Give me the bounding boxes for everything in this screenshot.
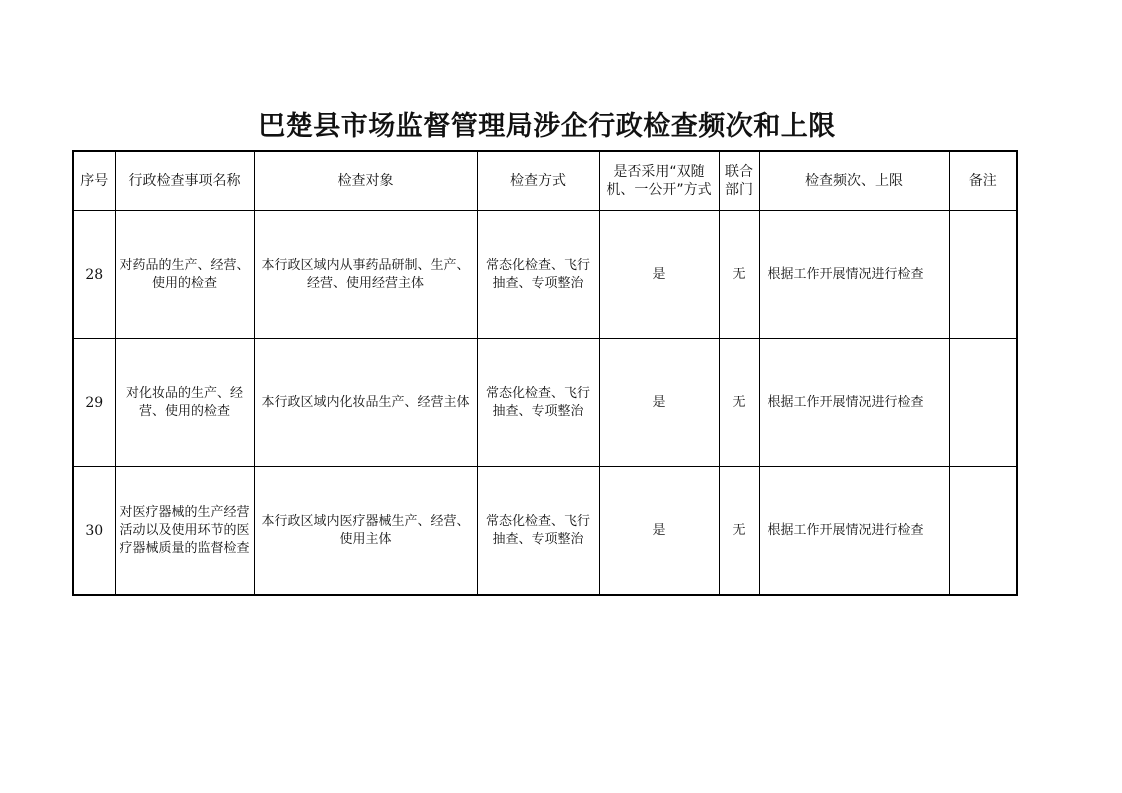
page-title: 巴楚县市场监督管理局涉企行政检查频次和上限 <box>258 111 836 142</box>
cell-remark <box>949 467 1017 596</box>
cell-item-name: 对药品的生产、经营、使用的检查 <box>115 211 254 339</box>
header-remark: 备注 <box>949 151 1017 211</box>
cell-joint: 无 <box>719 467 759 596</box>
cell-frequency: 根据工作开展情况进行检查 <box>759 339 949 467</box>
cell-method: 常态化检查、飞行抽查、专项整治 <box>477 211 599 339</box>
cell-remark <box>949 339 1017 467</box>
cell-random: 是 <box>599 339 719 467</box>
table-header-row <box>73 151 1017 211</box>
header-method: 检查方式 <box>477 151 599 211</box>
cell-remark <box>949 211 1017 339</box>
cell-seq: 28 <box>73 211 115 339</box>
cell-frequency: 根据工作开展情况进行检查 <box>759 467 949 596</box>
header-frequency: 检查频次、上限 <box>759 151 949 211</box>
cell-frequency: 根据工作开展情况进行检查 <box>759 211 949 339</box>
cell-method: 常态化检查、飞行抽查、专项整治 <box>477 339 599 467</box>
cell-joint: 无 <box>719 211 759 339</box>
table-row <box>73 339 1017 467</box>
cell-target: 本行政区域内从事药品研制、生产、经营、使用经营主体 <box>254 211 477 339</box>
header-target: 检查对象 <box>254 151 477 211</box>
cell-method: 常态化检查、飞行抽查、专项整治 <box>477 467 599 596</box>
header-random: 是否采用“双随机、一公开”方式 <box>599 151 719 211</box>
cell-item-name: 对化妆品的生产、经营、使用的检查 <box>115 339 254 467</box>
cell-item-name: 对医疗器械的生产经营活动以及使用环节的医疗器械质量的监督检查 <box>115 467 254 596</box>
cell-joint: 无 <box>719 339 759 467</box>
cell-target: 本行政区域内化妆品生产、经营主体 <box>254 339 477 467</box>
table-row <box>73 467 1017 596</box>
cell-seq: 29 <box>73 339 115 467</box>
cell-random: 是 <box>599 467 719 596</box>
header-joint: 联合部门 <box>719 151 759 211</box>
cell-random: 是 <box>599 211 719 339</box>
header-item-name: 行政检查事项名称 <box>115 151 254 211</box>
table-row <box>73 211 1017 339</box>
inspection-table <box>72 150 1018 596</box>
cell-target: 本行政区域内医疗器械生产、经营、使用主体 <box>254 467 477 596</box>
header-seq: 序号 <box>73 151 115 211</box>
cell-seq: 30 <box>73 467 115 596</box>
